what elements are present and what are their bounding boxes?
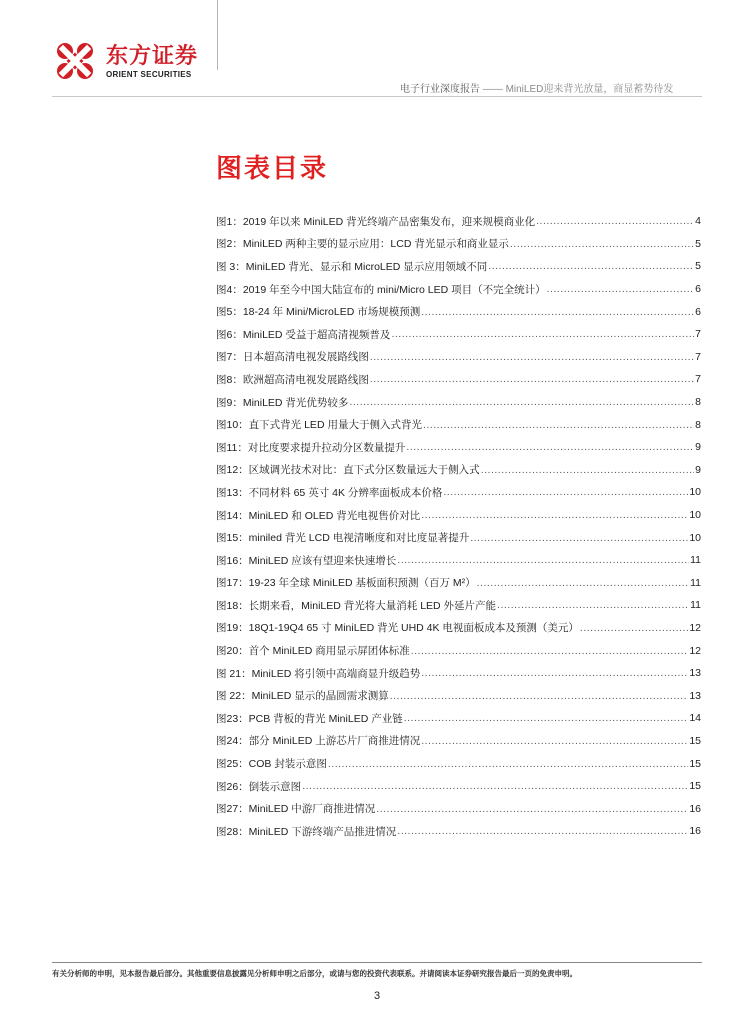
toc-item-page: 11 bbox=[690, 599, 701, 612]
toc-item[interactable] bbox=[216, 255, 701, 278]
header-divider-vertical bbox=[217, 0, 218, 70]
toc-dot-leader bbox=[547, 283, 695, 295]
toc-dot-leader bbox=[421, 306, 694, 318]
toc-item-page: 7 bbox=[695, 373, 701, 386]
toc-item[interactable] bbox=[216, 504, 701, 527]
toc-item-page: 11 bbox=[690, 576, 701, 589]
toc-item[interactable] bbox=[216, 730, 701, 753]
toc-dot-leader bbox=[397, 825, 688, 837]
toc-item[interactable] bbox=[216, 572, 701, 595]
toc-item-page: 15 bbox=[689, 757, 701, 770]
toc-dot-leader bbox=[423, 419, 694, 431]
toc-item[interactable] bbox=[216, 617, 701, 640]
toc-item-label: 图4：2019 年至今中国大陆宣布的 mini/Micro LED 项目（不完全统计） bbox=[216, 283, 546, 296]
toc-item-page: 13 bbox=[689, 667, 701, 680]
toc-item[interactable] bbox=[216, 775, 701, 798]
toc-dot-leader bbox=[497, 599, 689, 611]
toc-item-page: 9 bbox=[695, 441, 701, 454]
toc-item-page: 5 bbox=[695, 237, 701, 250]
toc-item[interactable] bbox=[216, 300, 701, 323]
toc-dot-leader bbox=[580, 622, 688, 634]
toc-item-page: 11 bbox=[690, 554, 701, 567]
toc-item-page: 7 bbox=[695, 328, 701, 341]
toc-item[interactable] bbox=[216, 481, 701, 504]
toc-dot-leader bbox=[510, 238, 694, 250]
toc-item-label: 图6：MiniLED 受益于超高清视频普及 bbox=[216, 328, 391, 341]
toc-item[interactable] bbox=[216, 820, 701, 843]
toc-item[interactable] bbox=[216, 368, 701, 391]
toc-dot-leader bbox=[376, 803, 688, 815]
toc-item-label: 图10：直下式背光 LED 用量大于侧入式背光 bbox=[216, 419, 422, 432]
toc-item-label: 图28：MiniLED 下游终端产品推进情况 bbox=[216, 825, 397, 838]
page-number: 3 bbox=[373, 990, 381, 1002]
toc-item-label: 图1：2019 年以来 MiniLED 背光终端产品密集发布，迎来规模商业化 bbox=[216, 215, 536, 228]
toc-item-label: 图7：日本超高清电视发展路线图 bbox=[216, 351, 369, 364]
toc-item-label: 图9：MiniLED 背光优势较多 bbox=[216, 396, 349, 409]
toc-item[interactable] bbox=[216, 752, 701, 775]
toc-list bbox=[216, 210, 701, 843]
toc-item-page: 12 bbox=[689, 621, 701, 634]
toc-dot-leader bbox=[421, 509, 688, 521]
company-logo bbox=[52, 38, 198, 84]
toc-item[interactable] bbox=[216, 323, 701, 346]
toc-item-label: 图 21：MiniLED 将引领中高端商显升级趋势 bbox=[216, 667, 421, 680]
toc-item-label: 图26：倒装示意图 bbox=[216, 780, 302, 793]
report-header bbox=[400, 80, 673, 95]
toc-item[interactable] bbox=[216, 526, 701, 549]
toc-item-page: 10 bbox=[689, 486, 701, 499]
toc-item[interactable] bbox=[216, 346, 701, 369]
toc-dot-leader bbox=[370, 373, 694, 385]
toc-item-page: 16 bbox=[689, 802, 701, 815]
toc-item-label: 图23：PCB 背板的背光 MiniLED 产业链 bbox=[216, 712, 403, 725]
toc-item-label: 图5：18-24 年 Mini/MicroLED 市场规模预测 bbox=[216, 306, 421, 319]
toc-dot-leader bbox=[328, 758, 688, 770]
footer-rule bbox=[52, 962, 702, 963]
toc-dot-leader bbox=[421, 667, 688, 679]
toc-item[interactable] bbox=[216, 684, 701, 707]
toc-item[interactable] bbox=[216, 549, 701, 572]
toc-dot-leader bbox=[536, 215, 694, 227]
company-name-en: ORIENT SECURITIES bbox=[106, 69, 192, 79]
report-type: 电子行业深度报告 bbox=[400, 84, 480, 95]
toc-item-page: 4 bbox=[695, 215, 701, 228]
toc-dot-leader bbox=[443, 486, 688, 498]
toc-item[interactable] bbox=[216, 797, 701, 820]
toc-item-label: 图25：COB 封装示意图 bbox=[216, 758, 327, 771]
report-title: MiniLED迎来背光放量，商显蓄势待发 bbox=[505, 84, 674, 95]
toc-item[interactable] bbox=[216, 707, 701, 730]
toc-item-label: 图24：部分 MiniLED 上游芯片厂商推进情况 bbox=[216, 735, 421, 748]
toc-item-label: 图27：MiniLED 中游厂商推进情况 bbox=[216, 803, 376, 816]
toc-item-label: 图 22：MiniLED 显示的晶圆需求测算 bbox=[216, 690, 389, 703]
toc-item-page: 13 bbox=[689, 689, 701, 702]
toc-item[interactable] bbox=[216, 278, 701, 301]
toc-dot-leader bbox=[302, 780, 688, 792]
toc-title: 图表目录 bbox=[216, 153, 329, 183]
footer-disclaimer: 有关分析师的申明，见本报告最后部分。其他重要信息披露见分析师申明之后部分，或请与您的投资代表联系。并请阅读本证券研究报告最后一页的免责申明。 bbox=[52, 969, 577, 978]
toc-item[interactable] bbox=[216, 594, 701, 617]
toc-item-page: 12 bbox=[689, 644, 701, 657]
toc-item-page: 16 bbox=[689, 825, 701, 838]
toc-item-label: 图19：18Q1-19Q4 65 寸 MiniLED 背光 UHD 4K 电视面板成本及预测（美元） bbox=[216, 622, 579, 635]
toc-item-page: 15 bbox=[689, 734, 701, 747]
toc-item-page: 8 bbox=[695, 418, 701, 431]
toc-item-label: 图17：19-23 年全球 MiniLED 基板面积预测（百万 M²） bbox=[216, 577, 476, 590]
toc-item[interactable] bbox=[216, 391, 701, 414]
toc-dot-leader bbox=[470, 532, 688, 544]
toc-item[interactable] bbox=[216, 233, 701, 256]
toc-item-page: 10 bbox=[689, 531, 701, 544]
toc-dot-leader bbox=[406, 441, 694, 453]
toc-dot-leader bbox=[404, 712, 689, 724]
toc-dot-leader bbox=[397, 554, 689, 566]
header-separator: —— bbox=[482, 84, 503, 95]
toc-item[interactable] bbox=[216, 459, 701, 482]
toc-item-label: 图18：长期来看，MiniLED 背光将大量消耗 LED 外延片产能 bbox=[216, 599, 497, 612]
toc-dot-leader bbox=[390, 690, 689, 702]
toc-dot-leader bbox=[488, 260, 694, 272]
company-name-cn: 东方证券 bbox=[106, 42, 199, 68]
toc-item-label: 图8：欧洲超高清电视发展路线图 bbox=[216, 373, 369, 386]
toc-item[interactable] bbox=[216, 639, 701, 662]
toc-item-label: 图16：MiniLED 应该有望迎来快速增长 bbox=[216, 554, 397, 567]
toc-item-label: 图11：对比度要求提升拉动分区数量提升 bbox=[216, 441, 406, 454]
toc-item[interactable] bbox=[216, 662, 701, 685]
toc-item-label: 图15：miniled 背光 LCD 电视清晰度和对比度显著提升 bbox=[216, 532, 470, 545]
toc-dot-leader bbox=[477, 577, 689, 589]
orient-securities-logo-icon bbox=[52, 38, 98, 84]
toc-item[interactable] bbox=[216, 210, 701, 233]
toc-dot-leader bbox=[411, 645, 689, 657]
toc-dot-leader bbox=[421, 735, 688, 747]
toc-item-page: 5 bbox=[695, 260, 701, 273]
toc-item-page: 9 bbox=[695, 463, 701, 476]
toc-item-page: 14 bbox=[689, 712, 701, 725]
toc-item-page: 7 bbox=[695, 350, 701, 363]
toc-item-page: 8 bbox=[695, 396, 701, 409]
toc-item-label: 图2：MiniLED 两种主要的显示应用：LCD 背光显示和商业显示 bbox=[216, 238, 509, 251]
toc-dot-leader bbox=[391, 328, 694, 340]
toc-dot-leader bbox=[481, 464, 694, 476]
toc-item-label: 图14：MiniLED 和 OLED 背光电视售价对比 bbox=[216, 509, 421, 522]
toc-dot-leader bbox=[370, 351, 694, 363]
toc-item-page: 15 bbox=[689, 780, 701, 793]
toc-dot-leader bbox=[349, 396, 694, 408]
toc-item-label: 图20：首个 MiniLED 商用显示屏团体标准 bbox=[216, 645, 410, 658]
toc-item-page: 6 bbox=[695, 305, 701, 318]
header-rule bbox=[52, 96, 702, 97]
toc-item[interactable] bbox=[216, 413, 701, 436]
toc-item-page: 10 bbox=[689, 509, 701, 522]
toc-item-label: 图12：区域调光技术对比：直下式分区数量远大于侧入式 bbox=[216, 464, 480, 477]
toc-item[interactable] bbox=[216, 436, 701, 459]
toc-item-page: 6 bbox=[695, 283, 701, 296]
toc-item-label: 图13：不同材料 65 英寸 4K 分辨率面板成本价格 bbox=[216, 486, 443, 499]
toc-item-label: 图 3：MiniLED 背光、显示和 MicroLED 显示应用领域不同 bbox=[216, 260, 488, 273]
